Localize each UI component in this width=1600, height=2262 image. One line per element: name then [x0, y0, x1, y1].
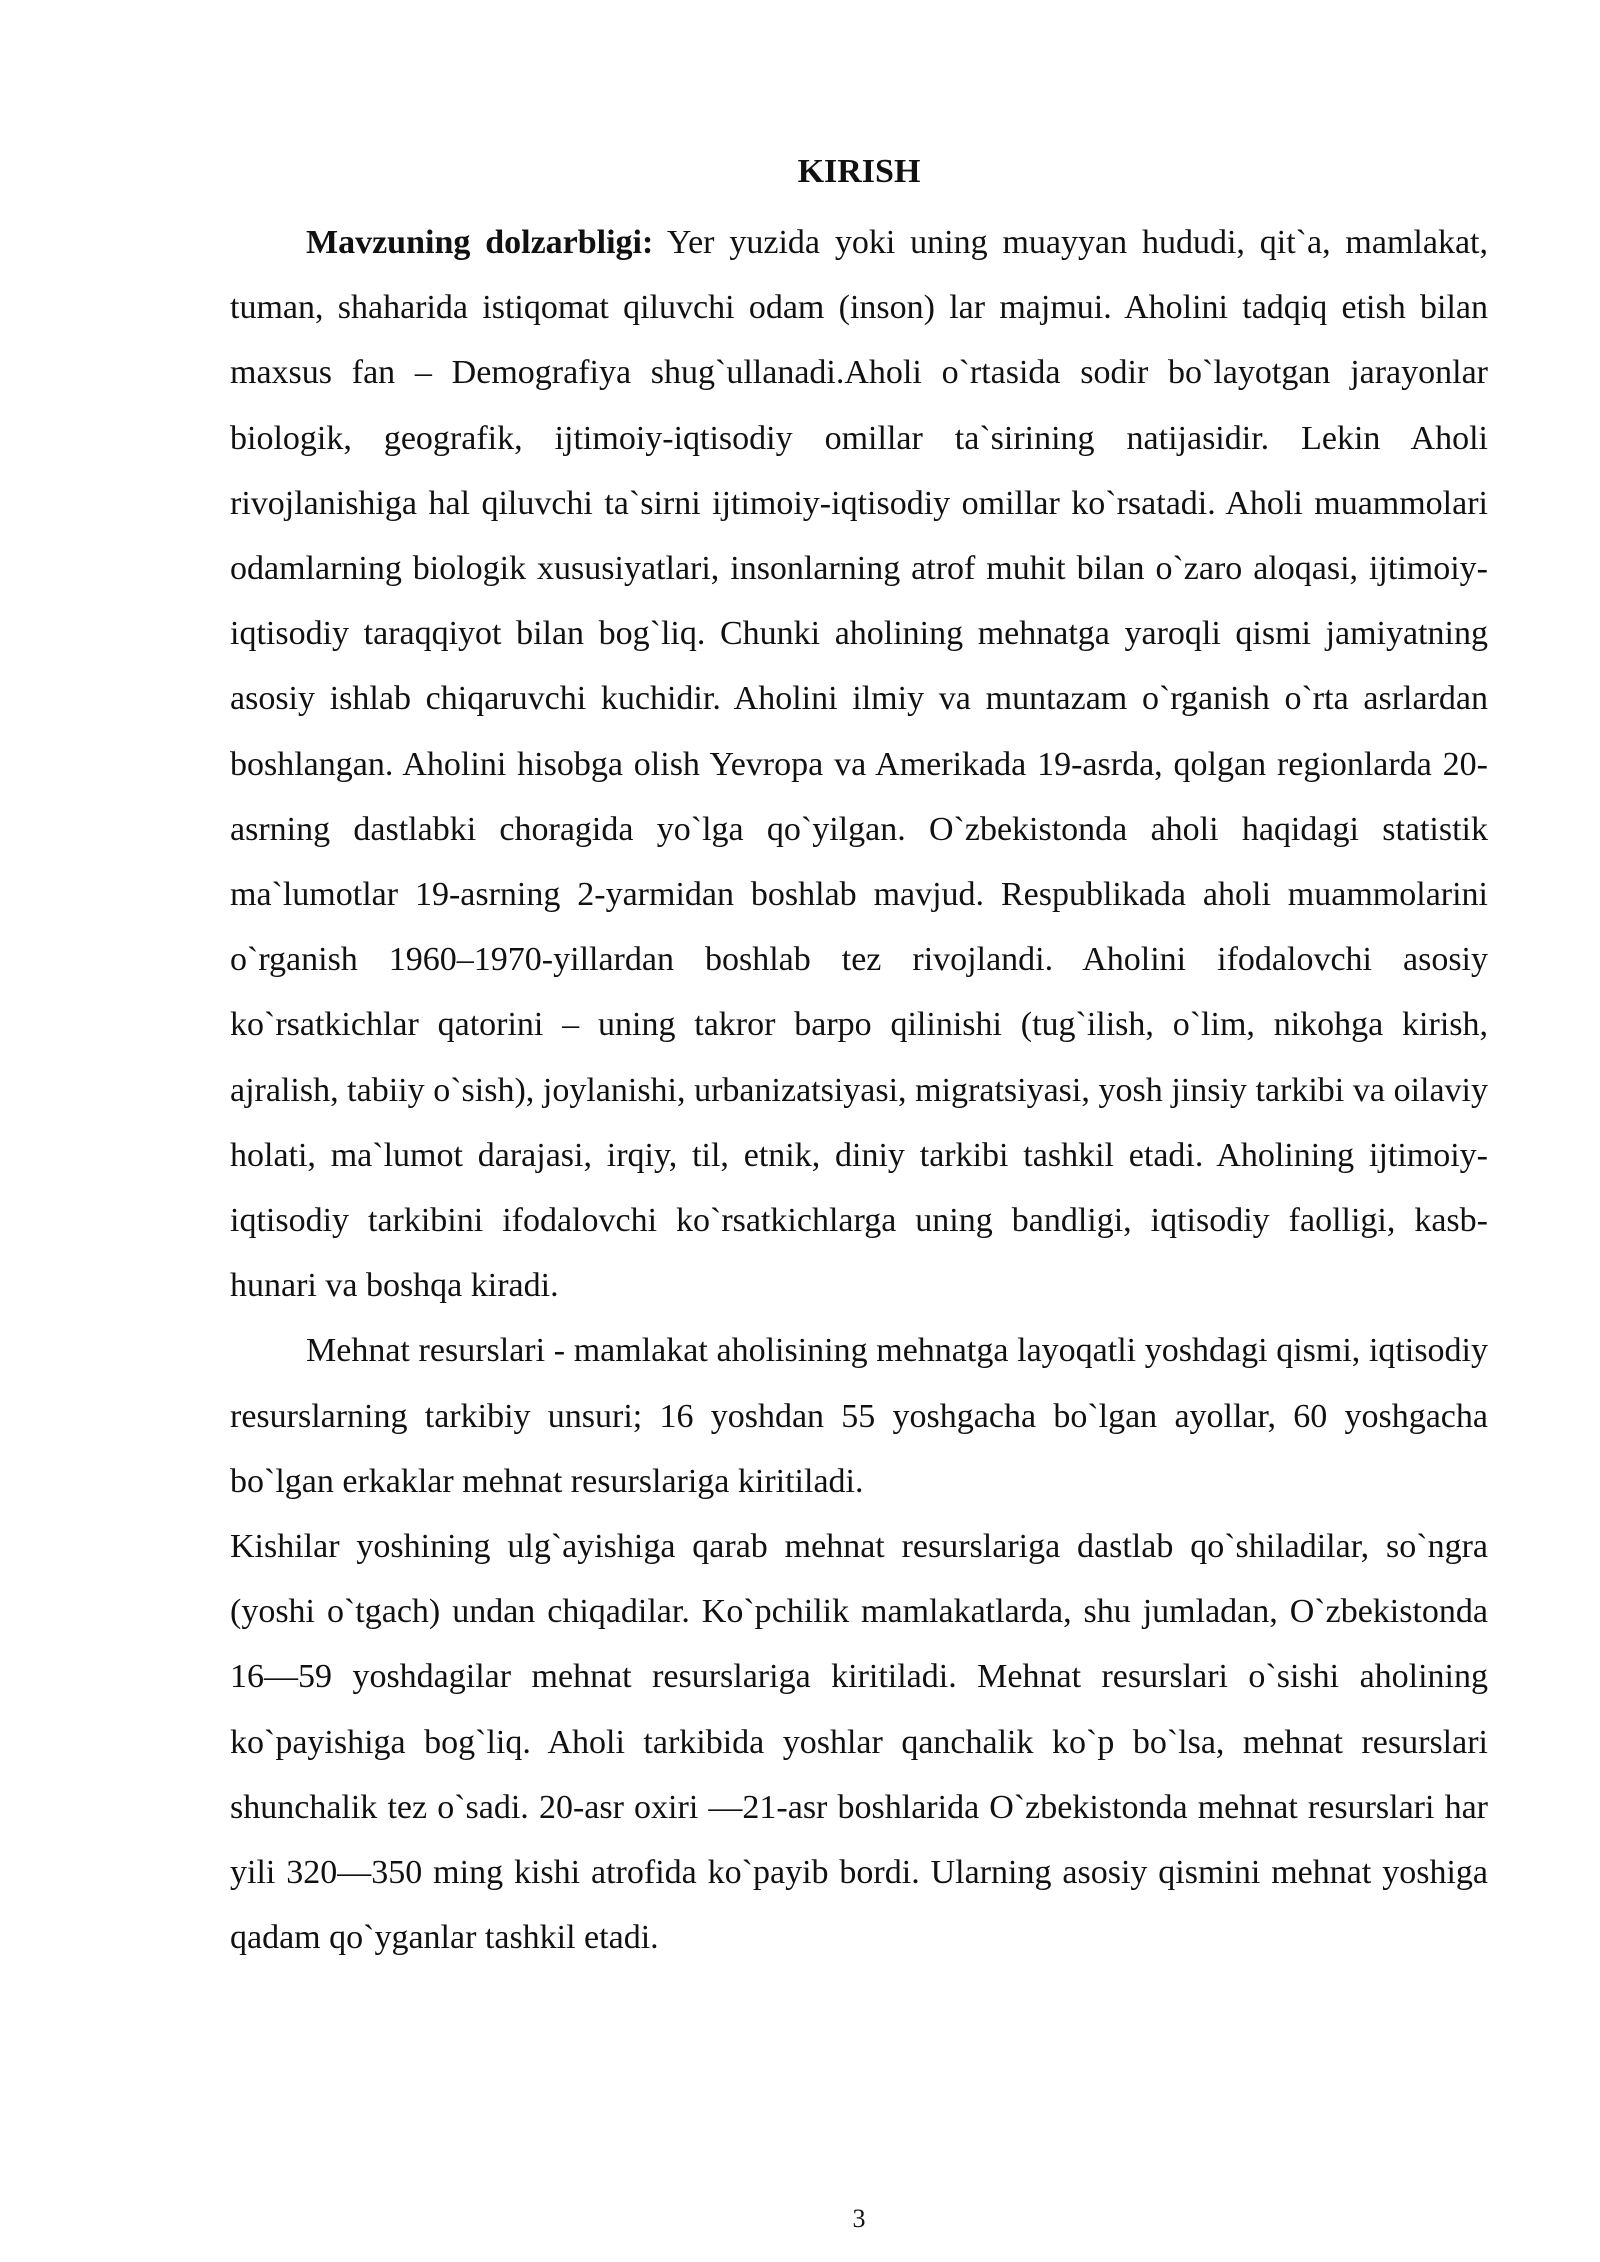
paragraph-relevance [230, 210, 1488, 1318]
body-text [230, 210, 1488, 1970]
paragraph-labor-resources: Mehnat resurslari - mamlakat aholisining mehnatga layoqatli yoshdagi qismi, iqtisodiy resurslarning tarkibiy unsuri; 16 yoshdan 55 yoshgacha bo`lgan ayollar, 60 yoshgacha bo`lgan erkaklar mehnat resurslariga kiritiladi. [230, 1332, 1488, 1500]
paragraph-lead: Mavzuning dolzarbligi: [306, 224, 654, 261]
page-number: 3 [852, 2204, 866, 2233]
section-heading: KIRISH [797, 153, 921, 190]
paragraph-age-dynamics: Kishilar yoshining ulg`ayishiga qarab mehnat resurslariga dastlab qo`shiladilar, so`ngra (yoshi o`tgach) undan chiqadilar. Ko`pchilik mamlakatlarda, shu jumladan, O`zbekistonda 16—59 yoshdagilar mehnat resurslariga kiritiladi. Mehnat resurslari o`sishi aholining ko`payishiga bog`liq. Aholi tarkibida yoshlar qanchalik ko`p bo`lsa, mehnat resurslari shunchalik tez o`sadi. 20-asr oxiri —21-asr boshlarida O`zbekistonda mehnat resurslari har yili 320—350 ming kishi atrofida ko`payib bordi. Ularning asosiy qismini mehnat yoshiga qadam qo`yganlar tashkil etadi. [230, 1528, 1488, 1957]
paragraph-text: Yer yuzida yoki uning muayyan hududi, qit`a, mamlakat, tuman, shaharida istiqomat qiluvchi odam (inson) lar majmui. Aholini tadqiq etish bilan maxsus fan – Demografiya shug`ullanadi.Aholi o`rtasida sodir bo`layotgan jarayonlar biologik, geografik, ijtimoiy-iqtisodiy omillar ta`sirining natijasidir. Lekin Aholi rivojlanishiga hal qiluvchi ta`sirni ijtimoiy-iqtisodiy omillar ko`rsatadi. Aholi muammolari odamlarning biologik xususiyatlari, insonlarning atrof muhit bilan o`zaro aloqasi, ijtimoiy-iqtisodiy taraqqiyot bilan bog`liq. Chunki aholining mehnatga yaroqli qismi jamiyatning asosiy ishlab chiqaruvchi kuchidir. Aholini ilmiy va muntazam o`rganish o`rta asrlardan boshlangan. Aholini hisobga olish Yevropa va Amerikada 19-asrda, qolgan regionlarda 20-asrning dastlabki choragida yo`lga qo`yilgan. O`zbekistonda aholi haqidagi statistik ma`lumotlar 19-asrning 2-yarmidan boshlab mavjud. Respublikada aholi muammolarini o`rganish 1960–1970-yillardan boshlab tez rivojlandi. Aholini ifodalovchi asosiy ko`rsatkichlar qatorini – uning takror barpo qilinishi (tug`ilish, o`lim, nikohga kirish, ajralish, tabiiy o`sish), joylanishi, urbanizatsiyasi, migratsiyasi, yosh jinsiy tarkibi va oilaviy holati, ma`lumot darajasi, irqiy, til, etnik, diniy tarkibi tashkil etadi. Aholining ijtimoiy-iqtisodiy tarkibini ifodalovchi ko`rsatkichlarga uning bandligi, iqtisodiy faolligi, kasb-hunari va boshqa kiradi. [230, 224, 1488, 1305]
